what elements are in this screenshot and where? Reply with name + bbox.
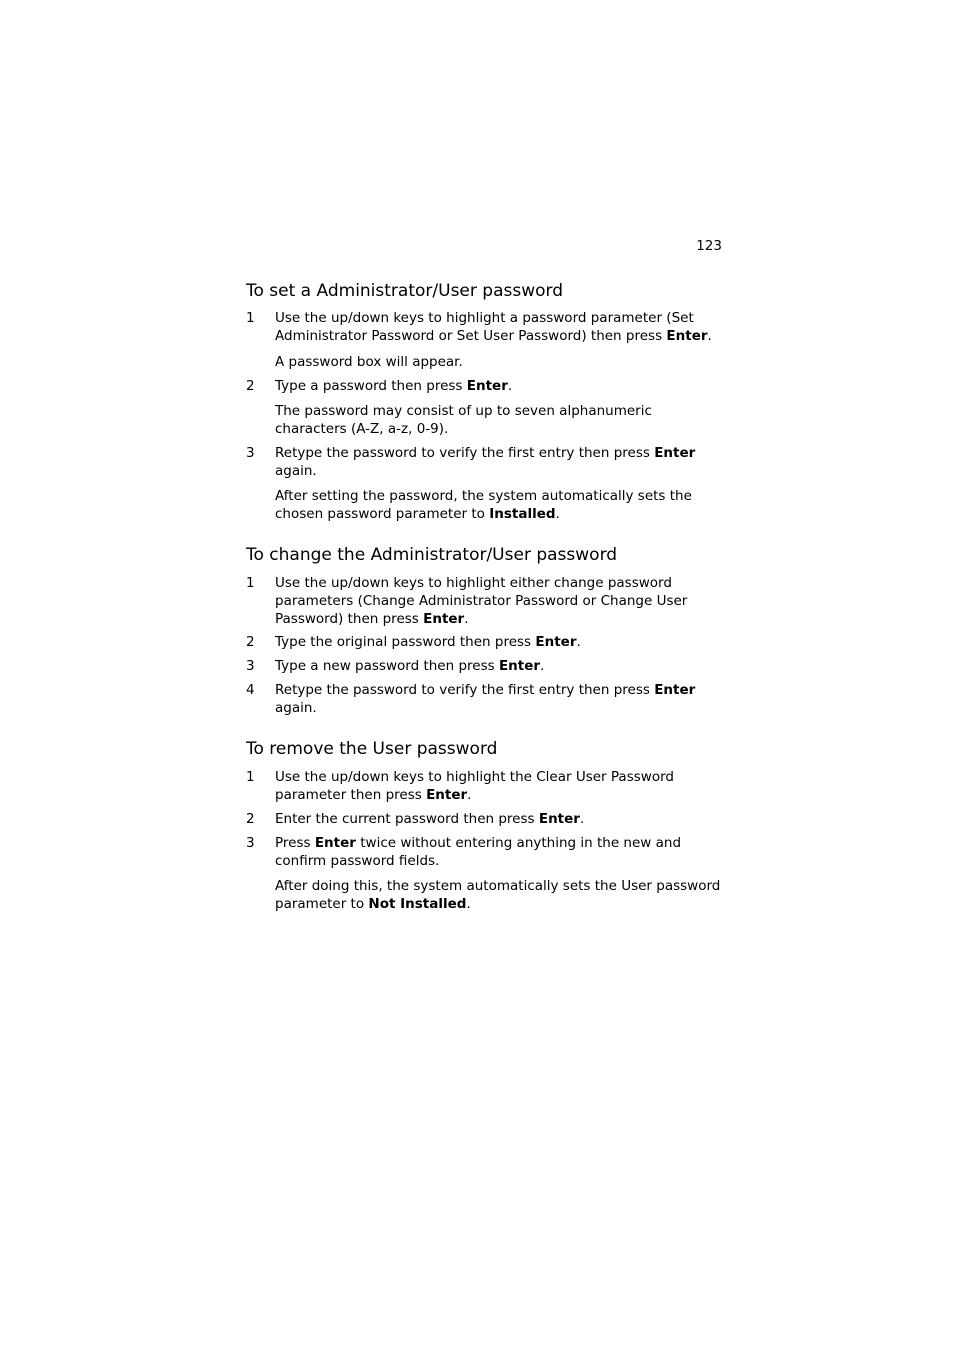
- list-item: [246, 633, 722, 651]
- step-note: After doing this, the system automatically sets the User password parameter to Not Installed.: [275, 878, 721, 912]
- step-text: Retype the password to verify the first entry then press Enter again.: [275, 682, 696, 716]
- key-name: Enter: [314, 835, 356, 851]
- section-heading-remove-password: To remove the User password: [246, 739, 498, 759]
- step-text: Press Enter twice without entering anything in the new and confirm password fields.: [275, 835, 682, 869]
- list-item: [246, 377, 722, 395]
- step-number: 3: [246, 658, 255, 674]
- step-text: Type a password then press Enter.: [275, 378, 513, 394]
- list-item: [246, 574, 722, 628]
- key-name: Enter: [538, 811, 580, 827]
- step-text: Use the up/down keys to highlight a password parameter (Set Administrator Password or Set User Password) then press Enter.: [275, 310, 712, 344]
- step-number: 1: [246, 575, 255, 591]
- page-number: 123: [696, 238, 722, 254]
- step-text: Enter the current password then press Enter.: [275, 811, 585, 827]
- list-item: [246, 768, 722, 804]
- status-value: Not Installed: [368, 896, 467, 912]
- list-item: [246, 810, 722, 828]
- step-note: After setting the password, the system automatically sets the chosen password parameter to Installed.: [275, 488, 692, 522]
- key-name: Enter: [535, 634, 577, 650]
- key-name: Enter: [666, 328, 708, 344]
- step-number: 4: [246, 682, 255, 698]
- list-item: [246, 444, 722, 480]
- step-note: The password may consist of up to seven alphanumeric characters (A-Z, a-z, 0-9).: [275, 403, 652, 437]
- key-name: Enter: [423, 611, 465, 627]
- section-heading-set-password: To set a Administrator/User password: [246, 281, 563, 301]
- step-number: 2: [246, 811, 255, 827]
- step-number: 3: [246, 445, 255, 461]
- step-text: Type a new password then press Enter.: [275, 658, 545, 674]
- step-number: 2: [246, 634, 255, 650]
- step-text: Retype the password to verify the first entry then press Enter again.: [275, 445, 696, 479]
- step-text: Type the original password then press Enter.: [275, 634, 581, 650]
- section-heading-change-password: To change the Administrator/User password: [246, 545, 618, 565]
- step-number: 3: [246, 835, 255, 851]
- key-name: Enter: [426, 787, 468, 803]
- list-item: [246, 309, 722, 345]
- list-item: [246, 681, 722, 717]
- list-item: [246, 834, 722, 870]
- status-value: Installed: [489, 506, 556, 522]
- key-name: Enter: [466, 378, 508, 394]
- step-number: 2: [246, 378, 255, 394]
- key-name: Enter: [654, 682, 696, 698]
- key-name: Enter: [498, 658, 541, 674]
- key-name: Enter: [654, 445, 696, 461]
- step-number: 1: [246, 769, 255, 785]
- step-note: A password box will appear.: [275, 354, 463, 370]
- step-number: 1: [246, 310, 255, 326]
- step-text: Use the up/down keys to highlight the Clear User Password parameter then press Enter.: [275, 769, 674, 803]
- list-item: [246, 657, 722, 675]
- step-text: Use the up/down keys to highlight either change password parameters (Change Administrator Password or Change User Password) then press Enter.: [275, 575, 688, 627]
